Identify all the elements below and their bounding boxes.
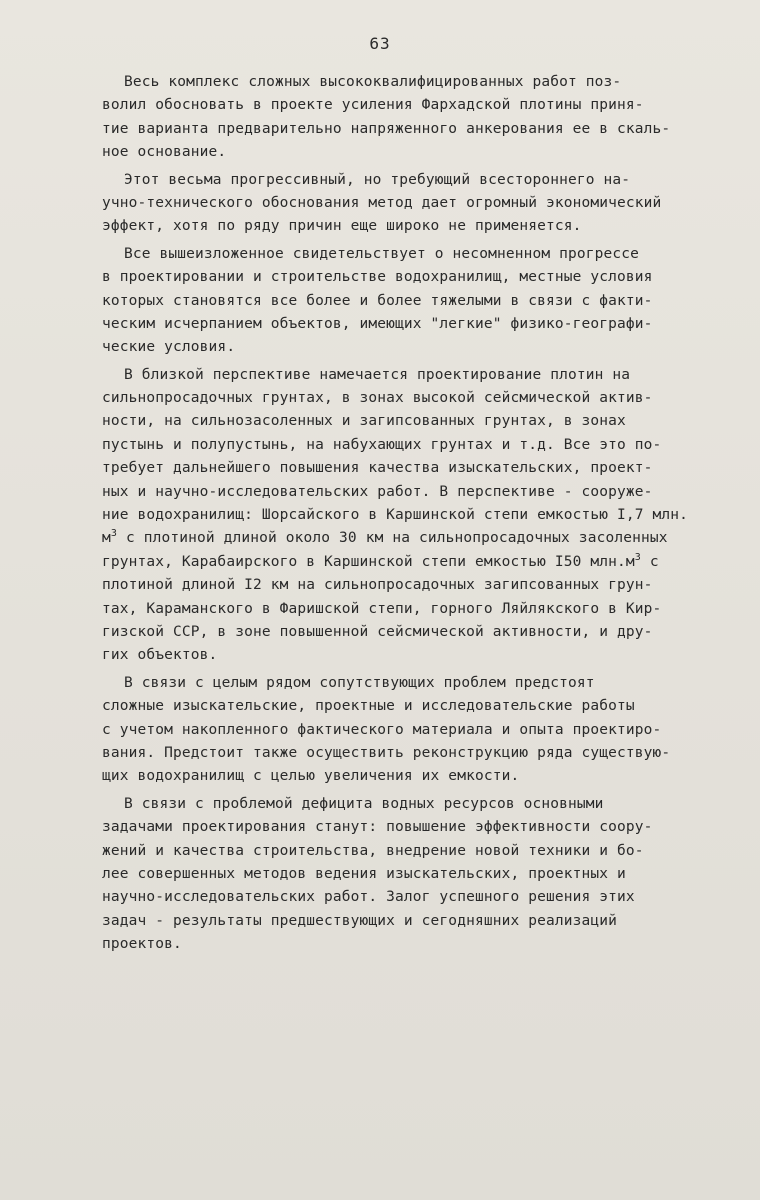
text-line xyxy=(102,243,702,266)
text-line xyxy=(102,313,702,336)
text-line xyxy=(102,621,702,644)
text-line xyxy=(102,118,702,141)
text-line xyxy=(102,504,702,527)
text-line xyxy=(102,457,702,480)
text-line-content: в проектировании и строительстве водохранилищ, местные условия xyxy=(102,269,653,286)
text-line-content: эффект, хотя по ряду причин еще широко не применяется. xyxy=(102,218,582,235)
text-line xyxy=(102,387,702,410)
text-line xyxy=(102,840,702,863)
text-line-content: тие варианта предварительно напряженного анкерования ее в скаль- xyxy=(102,120,671,137)
text-line-content: Этот весьма прогрессивный, но требующий всестороннего на- xyxy=(124,171,631,188)
text-line-content: ческим исчерпанием объектов, имеющих "легкие" физико-географи- xyxy=(102,315,653,332)
text-line xyxy=(102,336,702,359)
text-line-content: с плотиной длиной около 30 км на сильнопросадочных засоленных xyxy=(117,530,668,547)
text-line xyxy=(102,266,702,289)
text-line-content: волил обосновать в проекте усиления Фархадской плотины приня- xyxy=(102,97,644,114)
text-line-content: сложные изыскательские, проектные и исследовательские работы xyxy=(102,698,635,715)
text-line-content: сильнопросадочных грунтах, в зонах высокой сейсмической актив- xyxy=(102,390,653,407)
text-line xyxy=(102,574,702,597)
text-line xyxy=(102,169,702,192)
text-line xyxy=(102,481,702,504)
text-line-content: гих объектов. xyxy=(102,647,218,664)
text-line-content: ние водохранилищ: Шорсайского в Каршинской степи емкостью I,7 млн. xyxy=(102,507,689,524)
text-line-content: научно-исследовательских работ. Залог успешного решения этих xyxy=(102,889,635,906)
text-line-content: требует дальнейшего повышения качества изыскательских, проект- xyxy=(102,460,653,477)
text-line-content: щих водохранилищ с целью увеличения их емкости. xyxy=(102,768,520,785)
text-line-content: тах, Караманского в Фаришской степи, горного Ляйлякского в Кир- xyxy=(102,600,662,617)
text-line xyxy=(102,644,702,667)
text-line xyxy=(102,94,702,117)
text-line-content: В связи с проблемой дефицита водных ресурсов основными xyxy=(124,795,604,812)
text-line xyxy=(102,215,702,238)
text-line xyxy=(102,434,702,457)
text-line-content: задач - результаты предшествующих и сегодняшних реализаций xyxy=(102,912,618,929)
superscript: 3 xyxy=(634,551,641,563)
text-line xyxy=(102,71,702,94)
text-line-content: с учетом накопленного фактического материала и опыта проектиро- xyxy=(102,721,662,738)
text-line-content: ческие условия. xyxy=(102,339,236,356)
body-text xyxy=(102,71,702,956)
text-line-content: грунтах, Карабаирского в Каршинской степи емкостью I50 млн.м xyxy=(102,553,635,570)
text-line-content: задачами проектирования станут: повышение эффективности соору- xyxy=(102,819,653,836)
text-line xyxy=(102,410,702,433)
text-line xyxy=(102,910,702,933)
text-line-content: вания. Предстоит также осуществить реконструкцию ряда существую- xyxy=(102,744,671,761)
superscript: 3 xyxy=(110,528,118,540)
text-line xyxy=(102,192,702,215)
text-line-content: плотиной длиной I2 км на сильнопросадочных загипсованных грун- xyxy=(102,577,653,594)
text-line-content: В близкой перспективе намечается проектирование плотин на xyxy=(124,366,631,383)
text-line-content: которых становятся все более и более тяжелыми в связи с факти- xyxy=(102,292,653,309)
text-line-content: лее совершенных методов ведения изыскательских, проектных и xyxy=(102,865,626,882)
text-line-content: ности, на сильнозасоленных и загипсованных грунтах, в зонах xyxy=(102,413,626,430)
text-line xyxy=(102,742,702,765)
text-line-content: проектов. xyxy=(102,936,182,953)
text-line-content: Весь комплекс сложных высококвалифицированных работ поз- xyxy=(124,74,622,90)
text-line xyxy=(102,364,702,387)
text-line-content: жений и качества строительства, внедрение новой техники и бо- xyxy=(102,842,644,859)
text-line xyxy=(102,598,702,621)
text-line-content: учно-технического обоснования метод дает огромный экономический xyxy=(102,194,662,211)
text-line xyxy=(102,793,702,816)
text-line xyxy=(102,765,702,788)
text-line-content: с xyxy=(640,553,659,570)
text-line-content: пустынь и полупустынь, на набухающих грунтах и т.д. Все это по- xyxy=(102,436,662,453)
text-line xyxy=(102,141,702,164)
text-line-content: Все вышеизложенное свидетельствует о несомненном прогрессе xyxy=(124,245,640,262)
text-line xyxy=(102,290,702,313)
text-line-content: м xyxy=(102,530,111,547)
text-line xyxy=(102,816,702,839)
text-line-content: гизской ССР, в зоне повышенной сейсмической активности, и дру- xyxy=(102,623,653,640)
text-line xyxy=(102,886,702,909)
text-line-content: ных и научно-исследовательских работ. В перспективе - сооруже- xyxy=(102,483,653,500)
text-line-content: В связи с целым рядом сопутствующих проблем предстоят xyxy=(124,674,595,691)
text-line xyxy=(102,551,702,574)
text-line xyxy=(102,672,702,695)
text-line xyxy=(102,695,702,718)
page-number: 63 xyxy=(369,34,391,53)
text-line xyxy=(102,719,702,742)
text-line xyxy=(102,527,702,550)
text-line-content: ное основание. xyxy=(102,144,227,161)
text-line xyxy=(102,863,702,886)
text-line xyxy=(102,933,702,956)
